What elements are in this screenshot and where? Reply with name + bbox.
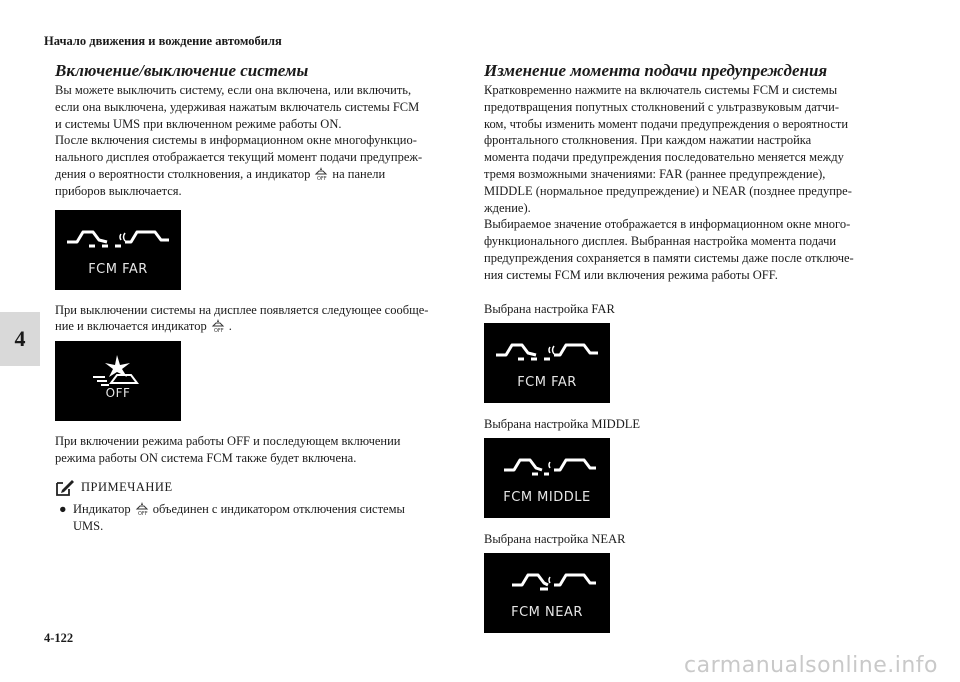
panel-label-far: FCM FAR (88, 261, 148, 277)
display-fcm-off (55, 341, 181, 421)
display-middle (484, 438, 610, 518)
fcm-off-indicator-icon (314, 167, 328, 181)
left-column (55, 60, 455, 534)
note-item (59, 501, 455, 535)
panel-label-middle: FCM MIDDLE (503, 489, 591, 505)
paragraph-power-on: При включении режима работы OFF и последующем включении режима работы ON система FCM также будет включена. (55, 434, 401, 465)
fcm-off-indicator-icon (135, 502, 149, 516)
paragraph-on-off: Вы можете выключить систему, если она включена, или включить, если она выключена, удерживая нажатым включатель системы FCM и системы UMS при включенном режиме работы ON. После включения системы в информационном окне многофункцио- нального дисплея отображается текущий момент подачи предупреж- дения о вероятности столкновения, а индикатор OFF на панели приборов выключается. (55, 83, 423, 198)
panel-label-near: FCM NEAR (511, 604, 583, 620)
display-fcm-far (55, 210, 181, 290)
note-heading: ПРИМЕЧАНИЕ (55, 479, 455, 497)
panel-label-off: OFF (105, 386, 131, 401)
chapter-tab: 4 (0, 312, 40, 366)
note-text: Индикатор OFF объединен с индикатором отключения системы UMS. (73, 501, 405, 533)
caption-near: Выбрана настройка NEAR (484, 531, 626, 546)
paragraph-warning-timing: Кратковременно нажмите на включатель системы FCM и системы предотвращения попутных столкновений с ультразвуковым датчи- ком, чтобы изменить момент подачи предупреждения о вероятности фронтального столкновения. При каждом нажатии настройка момента подачи предупреждения последовательно меняется между тремя возможными значениями: FAR (раннее предупреждение), MIDDLE (нормальное предупреждение) и NEAR (позднее предупре- ждение). Выбираемое значение отображается в информационном окне много- функционального дисплея. Выбранная настройка момента подачи предупреждения сохраняется в памяти системы даже после отключе- ния системы FCM или включения режима работы OFF. (484, 83, 854, 282)
section-title-on-off: Включение/выключение системы (55, 61, 309, 80)
page-header: Начало движения и вождение автомобиля (44, 34, 282, 48)
car-distance-icon (484, 329, 610, 379)
svg-text:OFF: OFF (213, 328, 224, 334)
panel-label-far: FCM FAR (517, 374, 577, 390)
note-pencil-icon (55, 479, 75, 497)
car-distance-icon (55, 216, 181, 266)
car-distance-icon (484, 559, 610, 609)
section-title-warning-timing: Изменение момента подачи предупреждения (484, 61, 828, 80)
right-column (484, 60, 884, 633)
svg-text:OFF: OFF (317, 175, 328, 181)
watermark: carmanualsonline.info (684, 653, 938, 678)
fcm-off-indicator-icon (211, 319, 225, 333)
page-number: 4-122 (44, 631, 74, 645)
paragraph-off-message: При выключении системы на дисплее появляется следующее сообще- ние и включается индикатор OFF . (55, 302, 429, 334)
display-near (484, 553, 610, 633)
car-distance-icon (484, 444, 610, 494)
caption-middle: Выбрана настройка MIDDLE (484, 416, 641, 431)
caption-far: Выбрана настройка FAR (484, 301, 615, 316)
svg-text:OFF: OFF (137, 510, 148, 516)
note-bullet: ● (59, 501, 67, 516)
display-far (484, 323, 610, 403)
